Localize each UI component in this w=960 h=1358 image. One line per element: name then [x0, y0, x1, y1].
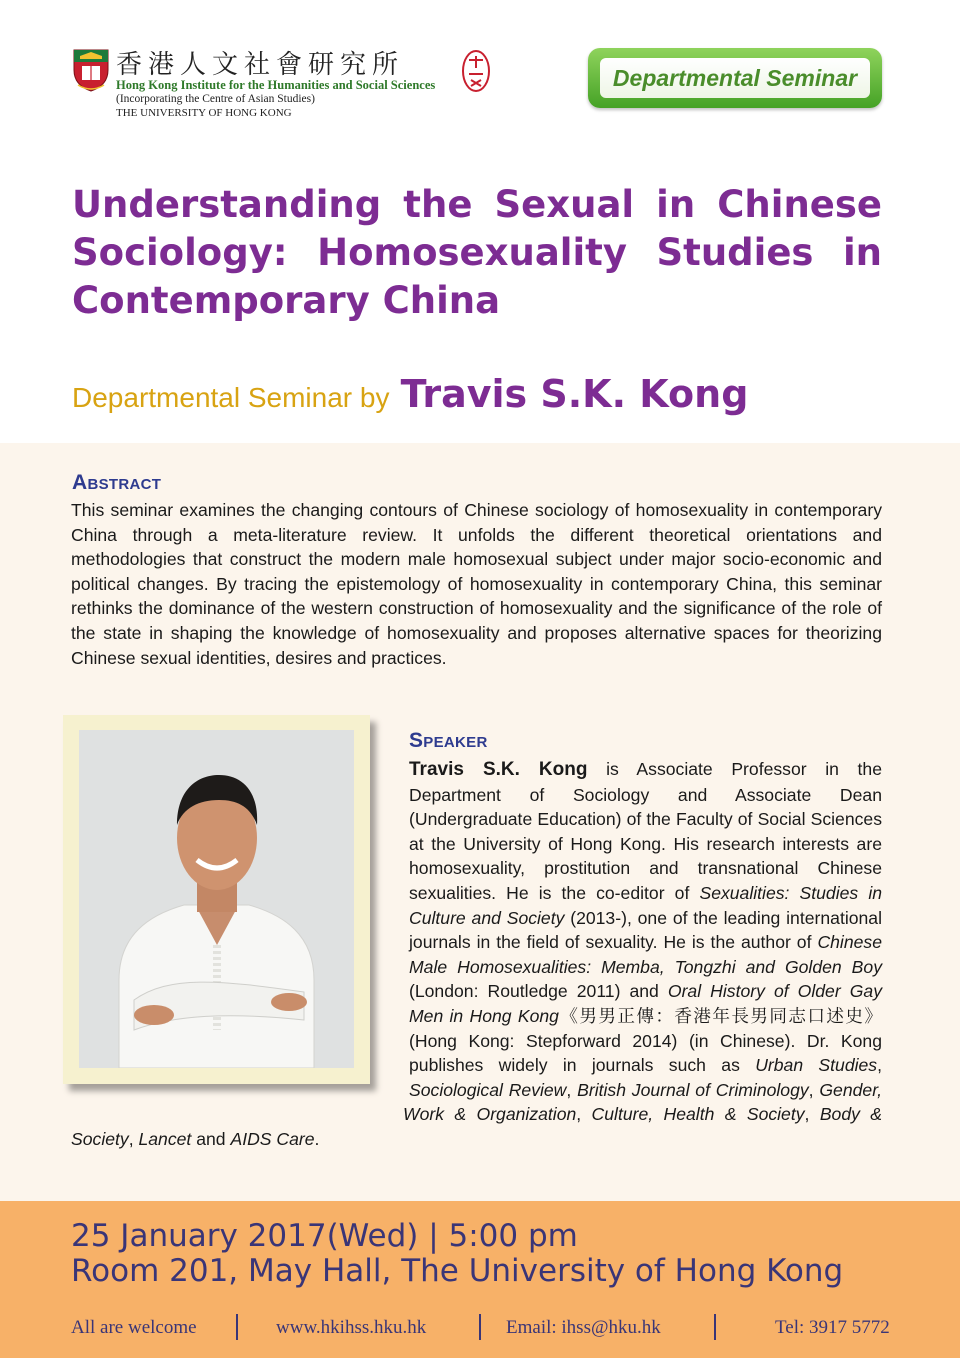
- journal-urban-studies: Urban Studies: [755, 1055, 878, 1076]
- bio-text-4: (Hong Kong: Stepforward 2014) (in Chinese). Dr. Kong publishes widely in journals such as: [409, 1030, 882, 1076]
- event-date-time: 25 January 2017(Wed) | 5:00 pm: [71, 1218, 578, 1254]
- journal-aids-care: AIDS Care: [230, 1128, 315, 1149]
- abstract-heading: Abstract: [72, 471, 162, 494]
- byline-prefix: Departmental Seminar by: [72, 382, 390, 413]
- event-venue: Room 201, May Hall, The University of Hong Kong: [71, 1253, 844, 1289]
- all-welcome-text: All are welcome: [71, 1317, 197, 1338]
- sep-comma: ,: [576, 1104, 592, 1125]
- byline: [72, 372, 932, 416]
- speaker-name: Travis S.K. Kong: [409, 759, 588, 780]
- journal-lancet: Lancet: [138, 1128, 192, 1149]
- badge-label: Departmental Seminar: [612, 64, 858, 91]
- university-name: THE UNIVERSITY OF HONG KONG: [116, 107, 292, 119]
- header: [0, 0, 960, 443]
- abstract-text: This seminar examines the changing contours of Chinese sociology of homosexuality in contemporary China through a meta-literature review. It unfolds the different theoretical orientations and methodologies that construct the modern male homosexual subject under major socio-economic and political changes. By tracing the epistemology of homosexuality in contemporary China, this seminar rethinks the dominance of the western construction of homosexuality and the significance of the role of the state in shaping the knowledge of homosexuality and proposes alternative spaces for theorizing Chinese sexual identities, desires and practices.: [71, 500, 882, 668]
- institute-subtitle: (Incorporating the Centre of Asian Studies): [116, 93, 315, 105]
- sep-and: and: [191, 1128, 231, 1149]
- journal-sociological-review: Sociological Review: [409, 1079, 567, 1100]
- speaker-heading: Speaker: [409, 729, 488, 752]
- bio-text-1: is Associate Professor in the Department of Sociology and Associate Dean (Undergraduate Education) of the Faculty of Social Sciences at the University of Hong Kong. His research interests are homosexuality, prostitution and transnational Chinese sexualities. He is the co-editor of: [409, 759, 882, 903]
- sep-comma: ,: [804, 1104, 820, 1125]
- journal-gender-work-org: Gender, Work & Organization: [403, 1079, 882, 1125]
- sep-period: .: [314, 1128, 320, 1149]
- speaker-bio: [71, 757, 882, 1152]
- book-title-2-chinese: 《男男正傳：香港年長男同志口述史》: [558, 1005, 882, 1026]
- book-title-2: Oral History of Older Gay Men in Hong Kong: [409, 981, 882, 1026]
- sep-comma: ,: [877, 1055, 882, 1076]
- institute-logo: [72, 44, 492, 124]
- bio-text-2: (2013-), one of the leading international journals in the field of sexuality. He is the author of: [409, 907, 882, 953]
- hku-crest-icon: [72, 48, 110, 92]
- email-link[interactable]: Email: ihss@hku.hk: [506, 1317, 661, 1338]
- seminar-title: Understanding the Sexual in Chinese Sociology: Homosexuality Studies in Contemporary China: [72, 183, 882, 322]
- journal-title: Sexualities: Studies in Culture and Society: [409, 882, 883, 928]
- institute-english-name: Hong Kong Institute for the Humanities and Social Sciences: [116, 78, 436, 92]
- sep-comma: ,: [566, 1079, 578, 1100]
- footer-divider: [236, 1314, 238, 1340]
- seal-stamp-icon: [460, 48, 492, 94]
- sep-comma: ,: [128, 1128, 139, 1149]
- journal-culture-health: Culture, Health & Society: [591, 1104, 805, 1125]
- website-link[interactable]: www.hkihss.hku.hk: [276, 1317, 427, 1338]
- sep-comma: ,: [808, 1079, 820, 1100]
- book-title-1: Chinese Male Homosexualities: Memba, Tongzhi and Golden Boy: [409, 932, 882, 977]
- departmental-seminar-badge: [588, 48, 882, 108]
- institute-chinese-name: 香港人文社會研究所: [116, 50, 405, 80]
- footer-divider: [479, 1314, 481, 1340]
- bio-text-3: (London: Routledge 2011) and: [409, 981, 668, 1002]
- journal-british-criminology: British Journal of Criminology: [577, 1079, 809, 1100]
- journal-body-society: Body & Society: [71, 1104, 883, 1149]
- telephone: Tel: 3917 5772: [775, 1317, 890, 1338]
- footer-divider: [714, 1314, 716, 1340]
- byline-speaker-name: Travis S.K. Kong: [400, 372, 749, 416]
